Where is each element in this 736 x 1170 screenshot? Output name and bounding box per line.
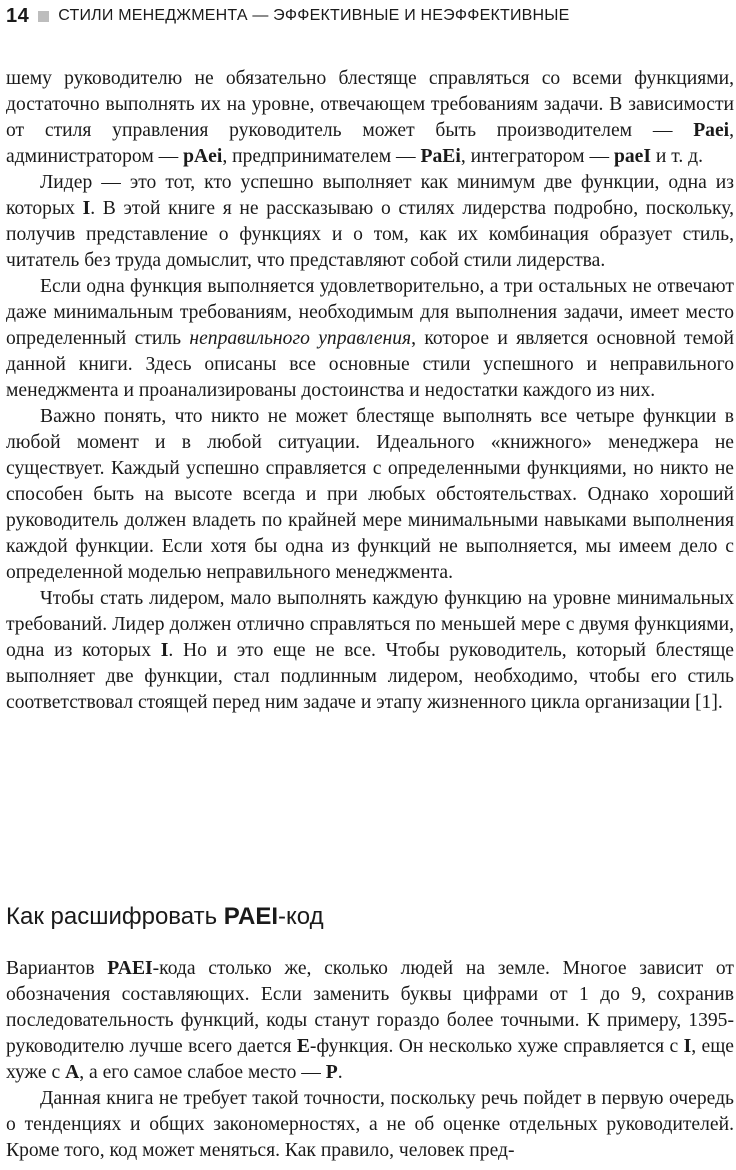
code-i: I — [82, 198, 91, 219]
code-a: A — [65, 1062, 80, 1083]
body-text-top — [6, 66, 734, 716]
paragraph-1: шему руководителю не обязательно блестяще справляться со всеми функциями, достаточно выполнять их на уровне, отвечающем требованиям задачи. В зависимости от стиля управления руководитель может быть производителем — Paei, администратором — pAei, предпринимателем — PaEi, интегратором — paeI и т. д. — [6, 68, 734, 167]
code-p: P — [325, 1062, 338, 1083]
code-e: E — [296, 1036, 310, 1057]
emphasis-mismanagement: неправильного управления — [189, 328, 412, 349]
code-paei-entrepreneur: PaEi — [420, 146, 461, 167]
paragraph-7: Данная книга не требует такой точности, поскольку речь пойдет в первую очередь о тенденциях и общих закономерностях, а не об оценке отдельных руководителей. Кроме того, код может меняться. Как правило, человек пред- — [6, 1088, 734, 1161]
paragraph-5: Чтобы стать лидером, мало выполнять каждую функцию на уровне минимальных требований. Лидер должен отлично справляться по меньшей мере с двумя функциями, одна из которых I. Но и это еще не все. Чтобы руководитель, который блестяще выполняет две функции, стал подлинным лидером, необходимо, чтобы его стиль соответствовал стоящей перед ним задаче и этапу жизненного цикла организации [1]. — [6, 588, 735, 713]
header-square-bullet — [38, 11, 49, 22]
running-header — [6, 2, 570, 30]
code-i: I — [683, 1036, 692, 1057]
code-paei: PAEI — [107, 958, 153, 979]
paragraph-2: Лидер — это тот, кто успешно выполняет как минимум две функции, одна из которых I. В этой книге я не рассказываю о стилях лидерства подробно, поскольку, получив представление о функциях и о том, как их комбинация образует стиль, читатель без труда домыслит, что представляют собой стили лидерства. — [6, 172, 734, 271]
body-text-bottom — [6, 956, 734, 1164]
code-paei-integrator: paeI — [613, 146, 652, 167]
paragraph-6: Вариантов PAEI-кода столько же, сколько людей на земле. Многое зависит от обозначения составляющих. Если заменить буквы цифрами от 1 до 9, сохранив последовательность функций, коды станут гораздо более точными. К примеру, 1395-руководителю лучше всего дается E-функция. Он несколько хуже справляется с I, еще хуже с A, а его самое слабое место — P. — [6, 958, 735, 1083]
code-paei-admin: pAei — [183, 146, 223, 167]
section-heading: Как расшифровать PAEI-код — [6, 903, 324, 930]
page-number: 14 — [6, 4, 30, 27]
code-i: I — [160, 640, 169, 661]
code-paei: Paei — [693, 120, 730, 141]
paragraph-3: Если одна функция выполняется удовлетворительно, а три остальных не отвечают даже минимальным требованиям, необходимым для выполнения задачи, имеет место определенный стиль неправильного управления, которое и является основной темой данной книги. Здесь описаны все основные стили успешного и неправильного менеджмента и проанализированы достоинства и недостатки каждого из них. — [6, 276, 734, 401]
heading-paei: PAEI — [223, 903, 278, 930]
running-title: СТИЛИ МЕНЕДЖМЕНТА — ЭФФЕКТИВНЫЕ И НЕЭФФЕКТИВНЫЕ — [58, 7, 570, 24]
paragraph-4: Важно понять, что никто не может блестяще выполнять все четыре функции в любой момент и в любой ситуации. Идеального «книжного» менеджера не существует. Каждый успешно справляется с определенными функциями, но никто не способен быть на высоте всегда и при любых обстоятельствах. Однако хороший руководитель должен владеть по крайней мере минимальными навыками выполнения каждой функции. Если хотя бы одна из функций не выполняется, мы имеем дело с определенной моделью неправильного менеджмента. — [6, 406, 734, 583]
